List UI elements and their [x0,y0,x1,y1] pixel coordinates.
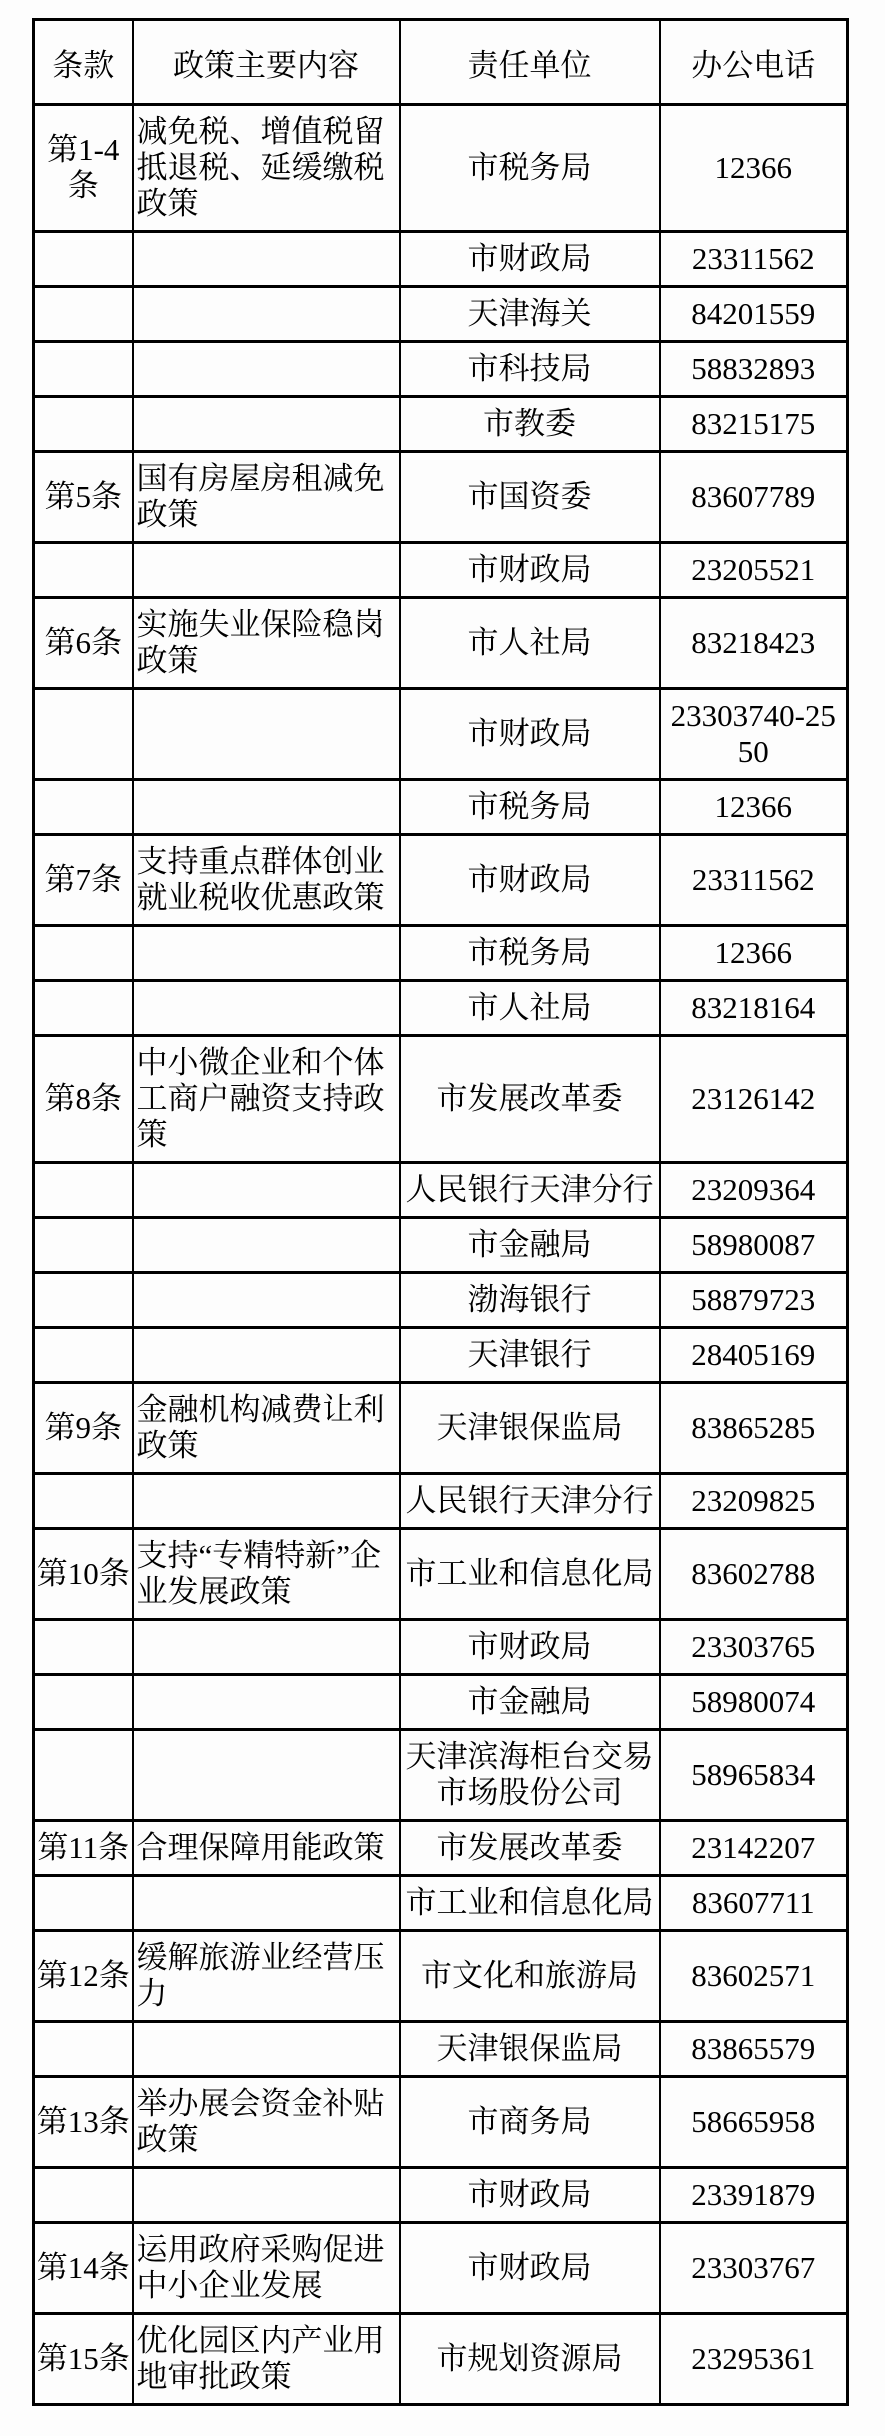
phone-cell: 83602788 [660,1529,848,1620]
phone-cell: 58965834 [660,1730,848,1821]
responsible-unit-cell: 市税务局 [400,926,660,981]
policy-content-cell [133,342,400,397]
table-row [34,397,848,452]
clause-cell [34,2022,133,2077]
clause-cell: 第13条 [34,2077,133,2168]
responsible-unit-cell: 市工业和信息化局 [400,1876,660,1931]
clause-cell: 第7条 [34,835,133,926]
table-row [34,689,848,780]
responsible-unit-cell: 市人社局 [400,598,660,689]
clause-cell: 第11条 [34,1821,133,1876]
policy-content-cell: 优化园区内产业用地审批政策 [133,2314,400,2405]
policy-content-cell: 支持“专精特新”企业发展政策 [133,1529,400,1620]
table-row [34,1163,848,1218]
responsible-unit-cell: 天津银行 [400,1328,660,1383]
table-row [34,2077,848,2168]
policy-content-cell [133,232,400,287]
responsible-unit-cell: 人民银行天津分行 [400,1163,660,1218]
responsible-unit-cell: 市发展改革委 [400,1821,660,1876]
responsible-unit-cell: 人民银行天津分行 [400,1474,660,1529]
table-row [34,1218,848,1273]
table-row [34,1273,848,1328]
responsible-unit-cell: 天津海关 [400,287,660,342]
table-row [34,2314,848,2405]
policy-content-cell [133,1328,400,1383]
table-row [34,1620,848,1675]
responsible-unit-cell: 市财政局 [400,1620,660,1675]
clause-cell [34,1218,133,1273]
table-row [34,1730,848,1821]
phone-cell: 83865285 [660,1383,848,1474]
phone-cell: 58980074 [660,1675,848,1730]
phone-cell: 23303767 [660,2223,848,2314]
table-row [34,926,848,981]
phone-cell: 23205521 [660,543,848,598]
clause-cell [34,342,133,397]
clause-cell [34,780,133,835]
phone-cell: 58832893 [660,342,848,397]
phone-cell: 83215175 [660,397,848,452]
policy-content-cell [133,1675,400,1730]
responsible-unit-cell: 市金融局 [400,1218,660,1273]
phone-cell: 58879723 [660,1273,848,1328]
phone-cell: 23142207 [660,1821,848,1876]
policy-content-cell [133,2022,400,2077]
table-row [34,981,848,1036]
policy-content-cell [133,1474,400,1529]
policy-content-cell [133,1876,400,1931]
policy-content-cell [133,689,400,780]
phone-cell: 83865579 [660,2022,848,2077]
policy-content-cell [133,1620,400,1675]
responsible-unit-cell: 市税务局 [400,105,660,232]
clause-cell [34,1675,133,1730]
column-header-unit: 责任单位 [400,20,660,105]
clause-cell: 第15条 [34,2314,133,2405]
phone-cell: 23126142 [660,1036,848,1163]
clause-cell [34,1163,133,1218]
policy-content-cell: 举办展会资金补贴政策 [133,2077,400,2168]
table-row [34,1931,848,2022]
phone-cell: 83602571 [660,1931,848,2022]
clause-cell [34,1328,133,1383]
table-row [34,543,848,598]
responsible-unit-cell: 渤海银行 [400,1273,660,1328]
clause-cell [34,232,133,287]
table-row [34,1036,848,1163]
clause-cell: 第1-4条 [34,105,133,232]
policy-content-cell [133,926,400,981]
policy-content-cell [133,397,400,452]
responsible-unit-cell: 市工业和信息化局 [400,1529,660,1620]
phone-cell: 23311562 [660,835,848,926]
header-row [34,20,848,105]
table-row [34,452,848,543]
phone-cell: 58665958 [660,2077,848,2168]
clause-cell: 第12条 [34,1931,133,2022]
clause-cell [34,287,133,342]
table-row [34,342,848,397]
phone-cell: 23209825 [660,1474,848,1529]
phone-cell: 23303765 [660,1620,848,1675]
table-row [34,1529,848,1620]
table-header [34,20,848,105]
responsible-unit-cell: 市人社局 [400,981,660,1036]
table-row [34,2022,848,2077]
phone-cell: 83218164 [660,981,848,1036]
policy-content-cell [133,1163,400,1218]
responsible-unit-cell: 市科技局 [400,342,660,397]
policy-content-cell: 运用政府采购促进中小企业发展 [133,2223,400,2314]
responsible-unit-cell: 市财政局 [400,232,660,287]
clause-cell [34,1876,133,1931]
table-row [34,598,848,689]
clause-cell [34,689,133,780]
phone-cell: 23295361 [660,2314,848,2405]
phone-cell: 23391879 [660,2168,848,2223]
responsible-unit-cell: 市发展改革委 [400,1036,660,1163]
responsible-unit-cell: 市商务局 [400,2077,660,2168]
responsible-unit-cell: 市规划资源局 [400,2314,660,2405]
clause-cell [34,981,133,1036]
phone-cell: 83218423 [660,598,848,689]
table-row [34,2223,848,2314]
clause-cell: 第9条 [34,1383,133,1474]
clause-cell [34,1620,133,1675]
responsible-unit-cell: 市税务局 [400,780,660,835]
responsible-unit-cell: 天津滨海柜台交易市场股份公司 [400,1730,660,1821]
responsible-unit-cell: 市金融局 [400,1675,660,1730]
table-row [34,1474,848,1529]
policy-content-cell: 实施失业保险稳岗政策 [133,598,400,689]
clause-cell [34,1474,133,1529]
policy-content-cell: 减免税、增值税留抵退税、延缓缴税政策 [133,105,400,232]
policy-content-cell: 支持重点群体创业就业税收优惠政策 [133,835,400,926]
phone-cell: 84201559 [660,287,848,342]
column-header-clause: 条款 [34,20,133,105]
policy-content-cell: 缓解旅游业经营压力 [133,1931,400,2022]
clause-cell [34,1730,133,1821]
clause-cell: 第6条 [34,598,133,689]
table-row [34,287,848,342]
table-row [34,1876,848,1931]
policy-content-cell: 合理保障用能政策 [133,1821,400,1876]
phone-cell: 12366 [660,926,848,981]
phone-cell: 23311562 [660,232,848,287]
policy-table-container [32,18,849,2406]
policy-content-cell [133,2168,400,2223]
policy-content-cell: 中小微企业和个体工商户融资支持政策 [133,1036,400,1163]
clause-cell: 第14条 [34,2223,133,2314]
policy-content-cell [133,1730,400,1821]
policy-content-cell [133,1273,400,1328]
policy-content-cell [133,780,400,835]
responsible-unit-cell: 市国资委 [400,452,660,543]
clause-cell [34,543,133,598]
clause-cell: 第5条 [34,452,133,543]
table-row [34,780,848,835]
table-row [34,835,848,926]
clause-cell: 第10条 [34,1529,133,1620]
responsible-unit-cell: 市财政局 [400,2168,660,2223]
responsible-unit-cell: 市教委 [400,397,660,452]
responsible-unit-cell: 市文化和旅游局 [400,1931,660,2022]
phone-cell: 12366 [660,780,848,835]
phone-cell: 58980087 [660,1218,848,1273]
table-row [34,1821,848,1876]
table-row [34,2168,848,2223]
policy-content-cell [133,1218,400,1273]
phone-cell: 83607711 [660,1876,848,1931]
table-row [34,1383,848,1474]
responsible-unit-cell: 市财政局 [400,2223,660,2314]
policy-content-cell: 金融机构减费让利政策 [133,1383,400,1474]
clause-cell [34,397,133,452]
clause-cell: 第8条 [34,1036,133,1163]
table-row [34,1675,848,1730]
phone-cell: 23303740-2550 [660,689,848,780]
responsible-unit-cell: 市财政局 [400,835,660,926]
phone-cell: 83607789 [660,452,848,543]
responsible-unit-cell: 天津银保监局 [400,2022,660,2077]
responsible-unit-cell: 市财政局 [400,543,660,598]
policy-content-cell: 国有房屋房租减免政策 [133,452,400,543]
policy-table [32,18,849,2406]
phone-cell: 28405169 [660,1328,848,1383]
table-row [34,1328,848,1383]
policy-content-cell [133,543,400,598]
responsible-unit-cell: 市财政局 [400,689,660,780]
clause-cell [34,926,133,981]
policy-content-cell [133,287,400,342]
clause-cell [34,1273,133,1328]
phone-cell: 12366 [660,105,848,232]
table-row [34,105,848,232]
policy-content-cell [133,981,400,1036]
table-row [34,232,848,287]
column-header-content: 政策主要内容 [133,20,400,105]
column-header-phone: 办公电话 [660,20,848,105]
phone-cell: 23209364 [660,1163,848,1218]
clause-cell [34,2168,133,2223]
policy-table-body [34,105,848,2405]
responsible-unit-cell: 天津银保监局 [400,1383,660,1474]
